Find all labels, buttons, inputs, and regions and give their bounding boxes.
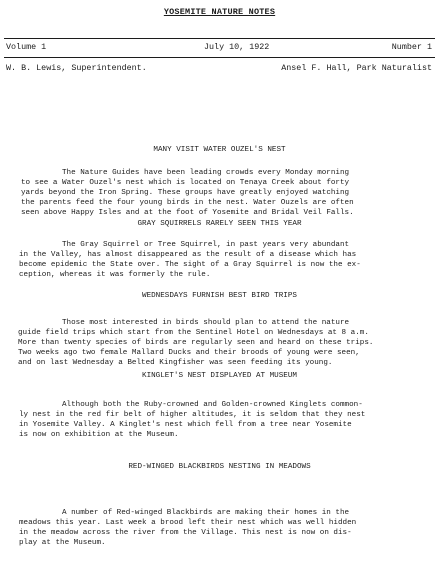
article-headline: KINGLET'S NEST DISPLAYED AT MUSEUM	[142, 372, 297, 380]
article-gray-squirrels	[0, 219, 439, 229]
body-line: in the Valley, has almost disappeared as the result of a disease which has	[19, 251, 357, 259]
body-line: The Gray Squirrel or Tree Squirrel, in past years very abundant	[62, 241, 350, 249]
article-bird-trips	[0, 291, 439, 301]
body-line: guide field trips which start from the Sentinel Hotel on Wednesdays at 8 a.m.	[18, 329, 369, 337]
article-headline: GRAY SQUIRRELS RARELY SEEN THIS YEAR	[137, 220, 302, 228]
body-line: is now on exhibition at the Museum.	[19, 431, 179, 439]
issue-date: July 10, 1922	[204, 42, 270, 52]
body-line: meadows this year. Last week a brood left their nest which was well hidden	[19, 519, 357, 527]
body-line: ly nest in the red fir belt of higher altitudes, it is seldom that they nest	[19, 411, 366, 419]
article-headline: WEDNESDAYS FURNISH BEST BIRD TRIPS	[142, 292, 297, 300]
newsletter-title: YOSEMITE NATURE NOTES	[163, 7, 276, 17]
body-line: Two weeks ago two female Mallard Ducks and their broods of young were seen,	[18, 349, 360, 357]
body-line: play at the Museum.	[19, 539, 106, 547]
body-line: seen above Happy Isles and at the foot of Yosemite and Bridal Veil Falls.	[21, 209, 354, 217]
issue-number: Number 1	[391, 42, 432, 52]
header-rule-bottom	[4, 57, 435, 58]
article-red-winged-blackbirds	[0, 462, 439, 472]
naturalist-credit: Ansel F. Hall, Park Naturalist	[281, 63, 432, 73]
body-line: More than twenty species of birds are regularly seen and heard on these trips.	[18, 339, 374, 347]
article-water-ouzel	[0, 145, 439, 155]
staff-row	[6, 62, 432, 74]
body-line: yards beyond the Iron Spring. These groups have greatly enjoyed watching	[21, 189, 350, 197]
superintendent-credit: W. B. Lewis, Superintendent.	[6, 63, 147, 73]
article-headline: RED-WINGED BLACKBIRDS NESTING IN MEADOWS	[128, 463, 311, 471]
body-line: Although both the Ruby-crowned and Golden-crowned Kinglets common-	[62, 401, 363, 409]
body-line: to see a Water Ouzel's nest which is located on Tenaya Creek about forty	[21, 179, 350, 187]
body-line: and on last Wednesday a Belted Kingfisher was seen feeding its young.	[18, 359, 333, 367]
body-line: in Yosemite Valley. A Kinglet's nest which fell from a tree near Yosemite	[19, 421, 352, 429]
issue-info-row	[6, 41, 432, 53]
article-kinglet-nest	[0, 371, 439, 381]
body-line: A number of Red-winged Blackbirds are making their homes in the	[62, 509, 350, 517]
body-line: the parents feed the four young birds in the nest. Water Ouzels are often	[21, 199, 354, 207]
body-line: ception, whereas it was formerly the rule.	[19, 271, 211, 279]
body-line: become epidemic the State over. The sight of a Gray Squirrel is now the ex-	[19, 261, 361, 269]
volume-label: Volume 1	[6, 42, 47, 52]
header-rule-top	[4, 38, 435, 39]
body-line: in the meadow across the river from the Village. This nest is now on dis-	[19, 529, 352, 537]
body-line: Those most interested in birds should plan to attend the nature	[62, 319, 350, 327]
body-line: The Nature Guides have been leading crowds every Monday morning	[62, 169, 350, 177]
article-headline: MANY VISIT WATER OUZEL'S NEST	[153, 146, 286, 154]
